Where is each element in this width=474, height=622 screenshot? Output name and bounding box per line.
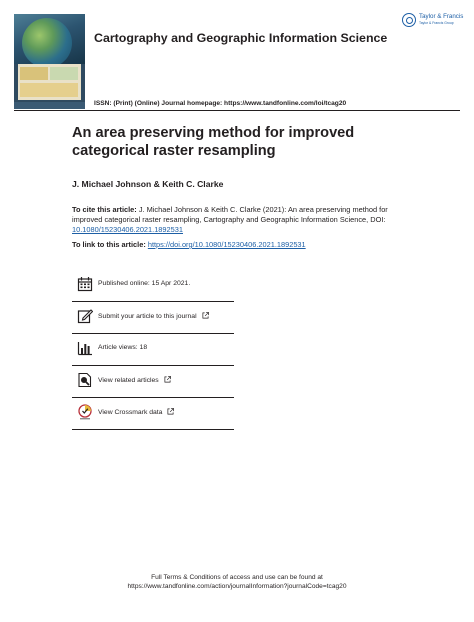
external-link-icon bbox=[202, 312, 209, 319]
article-views-label: Article views: 18 bbox=[98, 344, 148, 351]
citation-doi-link[interactable]: 10.1080/15230406.2021.1892531 bbox=[72, 225, 183, 234]
external-link-icon bbox=[167, 408, 174, 415]
article-link bbox=[72, 240, 306, 249]
related-articles-item[interactable] bbox=[72, 366, 234, 398]
publisher-subname: Taylor & Francis Group bbox=[419, 21, 454, 25]
issn-line[interactable]: ISSN: (Print) (Online) Journal homepage: https://www.tandfonline.com/loi/tcag20 bbox=[94, 100, 347, 107]
journal-cover-image bbox=[14, 14, 85, 109]
submit-article-label: Submit your article to this journal bbox=[98, 313, 197, 320]
journal-title: Cartography and Geographic Information Science bbox=[94, 31, 388, 45]
crossmark-item[interactable] bbox=[72, 398, 234, 430]
publisher-logo[interactable] bbox=[402, 13, 462, 29]
article-title: An area preserving method for improved categorical raster resampling bbox=[72, 125, 355, 159]
terms-footer-url[interactable]: https://www.tandfonline.com/action/journalInformation?journalCode=tcag20 bbox=[127, 583, 347, 590]
submit-article-link[interactable] bbox=[98, 312, 209, 320]
article-link-url[interactable]: https://doi.org/10.1080/15230406.2021.1892531 bbox=[147, 240, 306, 249]
terms-footer bbox=[0, 573, 474, 591]
publisher-logo-icon bbox=[402, 13, 416, 27]
published-online-label: Published online: 15 Apr 2021. bbox=[98, 280, 191, 287]
article-info-list bbox=[72, 270, 234, 430]
terms-footer-line1: Full Terms & Conditions of access and use can be found at bbox=[151, 574, 323, 581]
bar-chart-icon bbox=[77, 340, 93, 356]
article-link-label: To link to this article: bbox=[72, 240, 146, 249]
citation-text: J. Michael Johnson & Keith C. Clarke (2021): An area preserving method for improved categorical raster resampling, Cartography and Geographic Information Science, DOI: bbox=[72, 205, 388, 224]
submit-article-item[interactable] bbox=[72, 302, 234, 334]
citation-label: To cite this article: bbox=[72, 205, 137, 214]
citation bbox=[72, 205, 402, 235]
header-divider bbox=[14, 110, 460, 111]
calendar-icon bbox=[77, 276, 93, 292]
crossmark-label: View Crossmark data bbox=[98, 409, 163, 416]
related-articles-label: View related articles bbox=[98, 377, 159, 384]
magnifier-icon bbox=[77, 372, 93, 388]
publisher-name: Taylor & Francis bbox=[419, 13, 464, 20]
crossmark-icon bbox=[77, 404, 93, 420]
article-authors: J. Michael Johnson & Keith C. Clarke bbox=[72, 179, 224, 189]
related-articles-link[interactable] bbox=[98, 376, 171, 384]
published-online-item bbox=[72, 270, 234, 302]
article-views-item[interactable] bbox=[72, 334, 234, 366]
crossmark-link[interactable] bbox=[98, 408, 174, 416]
pencil-icon bbox=[77, 308, 93, 324]
external-link-icon bbox=[164, 376, 171, 383]
